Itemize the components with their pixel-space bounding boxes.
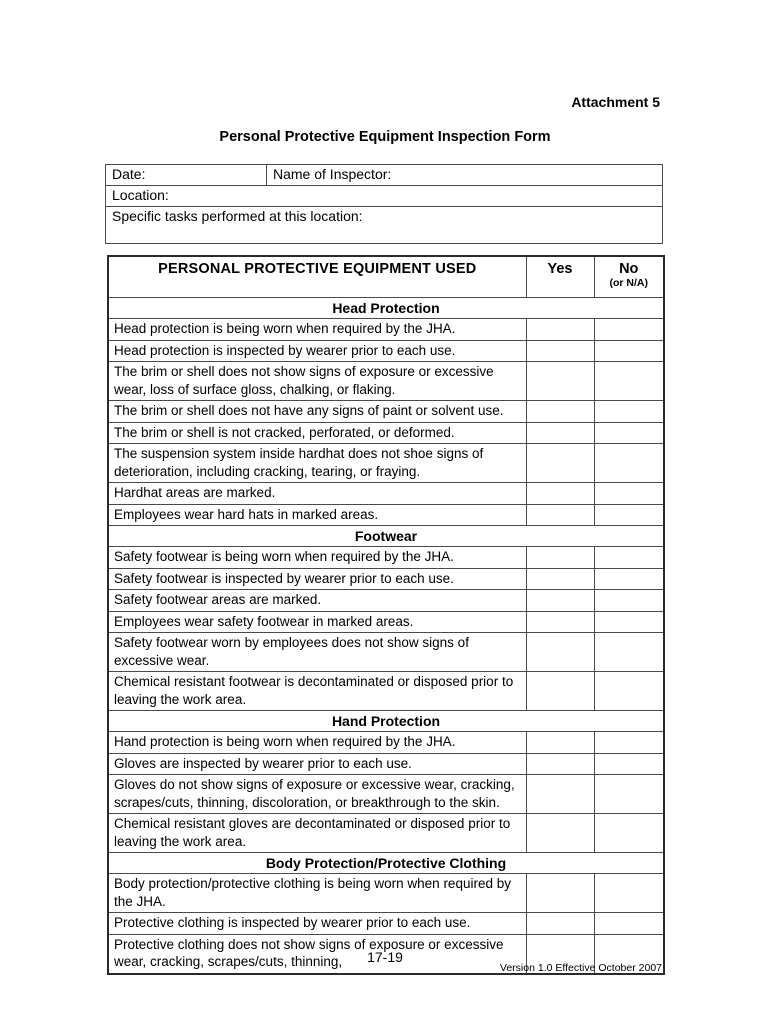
no-column-subheader: (or N/A): [609, 277, 648, 289]
page-number: 17-19: [367, 949, 403, 965]
yes-cell[interactable]: [526, 422, 594, 444]
location-field[interactable]: [106, 186, 663, 207]
location-row: [106, 186, 663, 207]
checklist-item-text: Chemical resistant gloves are decontaminated or disposed prior to leaving the work area.: [108, 814, 526, 853]
inspector-label: Name of Inspector:: [273, 166, 392, 182]
yes-cell[interactable]: [526, 444, 594, 483]
tasks-label: Specific tasks performed at this location:: [112, 208, 363, 224]
no-cell[interactable]: [594, 590, 664, 612]
checklist-item-row: [108, 340, 664, 362]
checklist-item-row: [108, 444, 664, 483]
section-title: Head Protection: [108, 298, 664, 319]
section-title: Hand Protection: [108, 711, 664, 732]
checklist-item-text: Head protection is being worn when required by the JHA.: [108, 319, 526, 341]
checklist-item-text: Head protection is inspected by wearer prior to each use.: [108, 340, 526, 362]
checklist-item-row: [108, 732, 664, 754]
no-cell[interactable]: [594, 547, 664, 569]
yes-cell[interactable]: [526, 633, 594, 672]
no-cell[interactable]: [594, 753, 664, 775]
checklist-item-text: Employees wear safety footwear in marked areas.: [108, 611, 526, 633]
checklist-item-row: [108, 590, 664, 612]
checklist-item-text: Safety footwear is being worn when required by the JHA.: [108, 547, 526, 569]
section-header-row: [108, 298, 664, 319]
checklist-item-text: The brim or shell is not cracked, perforated, or deformed.: [108, 422, 526, 444]
checklist-item-text: Body protection/protective clothing is being worn when required by the JHA.: [108, 874, 526, 913]
checklist-header-row: [108, 256, 664, 298]
tasks-row: [106, 207, 663, 244]
checklist-title-header: PERSONAL PROTECTIVE EQUIPMENT USED: [108, 256, 526, 298]
yes-column-header: Yes: [526, 256, 594, 298]
yes-cell[interactable]: [526, 590, 594, 612]
inspection-info-table: [105, 164, 663, 244]
checklist-item-row: [108, 362, 664, 401]
no-cell[interactable]: [594, 732, 664, 754]
checklist-item-text: Hardhat areas are marked.: [108, 483, 526, 505]
no-cell[interactable]: [594, 504, 664, 526]
page-title: Personal Protective Equipment Inspection Form: [219, 129, 551, 145]
yes-cell[interactable]: [526, 547, 594, 569]
checklist-item-row: [108, 814, 664, 853]
checklist-item-row: [108, 672, 664, 711]
yes-cell[interactable]: [526, 814, 594, 853]
yes-cell[interactable]: [526, 874, 594, 913]
checklist-item-text: Chemical resistant footwear is decontaminated or disposed prior to leaving the work area.: [108, 672, 526, 711]
checklist-item-row: [108, 633, 664, 672]
yes-cell[interactable]: [526, 319, 594, 341]
inspector-field[interactable]: [267, 165, 663, 186]
checklist-item-row: [108, 547, 664, 569]
yes-cell[interactable]: [526, 504, 594, 526]
checklist-item-text: The brim or shell does not show signs of exposure or excessive wear, loss of surface gloss, chalking, or flaking.: [108, 362, 526, 401]
no-column-header-label: No: [619, 261, 639, 277]
ppe-checklist-table: [107, 255, 665, 975]
yes-cell[interactable]: [526, 732, 594, 754]
yes-cell[interactable]: [526, 483, 594, 505]
no-cell[interactable]: [594, 568, 664, 590]
yes-cell[interactable]: [526, 340, 594, 362]
checklist-item-text: Safety footwear worn by employees does not show signs of excessive wear.: [108, 633, 526, 672]
checklist-item-text: Gloves are inspected by wearer prior to each use.: [108, 753, 526, 775]
section-header-row: [108, 526, 664, 547]
checklist-item-row: [108, 568, 664, 590]
checklist-item-row: [108, 504, 664, 526]
no-cell[interactable]: [594, 340, 664, 362]
yes-cell[interactable]: [526, 753, 594, 775]
checklist-item-row: [108, 913, 664, 935]
checklist-item-text: Protective clothing does not show signs of exposure or excessive wear, cracking, scrapes/cuts, thinning,: [108, 934, 526, 974]
no-cell[interactable]: [594, 362, 664, 401]
checklist-item-row: [108, 775, 664, 814]
checklist-item-row: [108, 401, 664, 423]
section-header-row: [108, 711, 664, 732]
date-label: Date:: [112, 166, 146, 182]
no-cell[interactable]: [594, 633, 664, 672]
checklist-item-row: [108, 874, 664, 913]
checklist-item-text: The brim or shell does not have any signs of paint or solvent use.: [108, 401, 526, 423]
no-cell[interactable]: [594, 814, 664, 853]
no-cell[interactable]: [594, 319, 664, 341]
no-cell[interactable]: [594, 672, 664, 711]
yes-cell[interactable]: [526, 362, 594, 401]
checklist-item-text: The suspension system inside hardhat does not shoe signs of deterioration, including cracking, tearing, or fraying.: [108, 444, 526, 483]
checklist-item-row: [108, 483, 664, 505]
no-column-header: [594, 256, 664, 298]
checklist-item-text: Hand protection is being worn when required by the JHA.: [108, 732, 526, 754]
checklist-item-row: [108, 611, 664, 633]
date-field[interactable]: [106, 165, 267, 186]
no-cell[interactable]: [594, 401, 664, 423]
section-title: Footwear: [108, 526, 664, 547]
checklist-item-text: Employees wear hard hats in marked areas.: [108, 504, 526, 526]
yes-cell[interactable]: [526, 775, 594, 814]
no-cell[interactable]: [594, 874, 664, 913]
date-inspector-row: [106, 165, 663, 186]
checklist-item-text: Gloves do not show signs of exposure or excessive wear, cracking, scrapes/cuts, thinning, discoloration, or breakthrough to the skin.: [108, 775, 526, 814]
tasks-field[interactable]: [106, 207, 663, 244]
checklist-item-row: [108, 319, 664, 341]
no-cell[interactable]: [594, 611, 664, 633]
no-cell[interactable]: [594, 913, 664, 935]
checklist-item-text: Safety footwear is inspected by wearer prior to each use.: [108, 568, 526, 590]
checklist-item-row: [108, 753, 664, 775]
checklist-item-text: Safety footwear areas are marked.: [108, 590, 526, 612]
version-note: Version 1.0 Effective October 2007: [499, 962, 662, 974]
checklist-item-text: Protective clothing is inspected by wearer prior to each use.: [108, 913, 526, 935]
no-cell[interactable]: [594, 483, 664, 505]
attachment-label: Attachment 5: [571, 94, 660, 110]
location-label: Location:: [112, 187, 169, 203]
no-cell[interactable]: [594, 444, 664, 483]
checklist-item-row: [108, 422, 664, 444]
no-cell[interactable]: [594, 775, 664, 814]
yes-cell[interactable]: [526, 401, 594, 423]
section-title: Body Protection/Protective Clothing: [108, 853, 664, 874]
yes-cell[interactable]: [526, 611, 594, 633]
yes-cell[interactable]: [526, 672, 594, 711]
yes-cell[interactable]: [526, 568, 594, 590]
no-cell[interactable]: [594, 422, 664, 444]
yes-cell[interactable]: [526, 913, 594, 935]
section-header-row: [108, 853, 664, 874]
